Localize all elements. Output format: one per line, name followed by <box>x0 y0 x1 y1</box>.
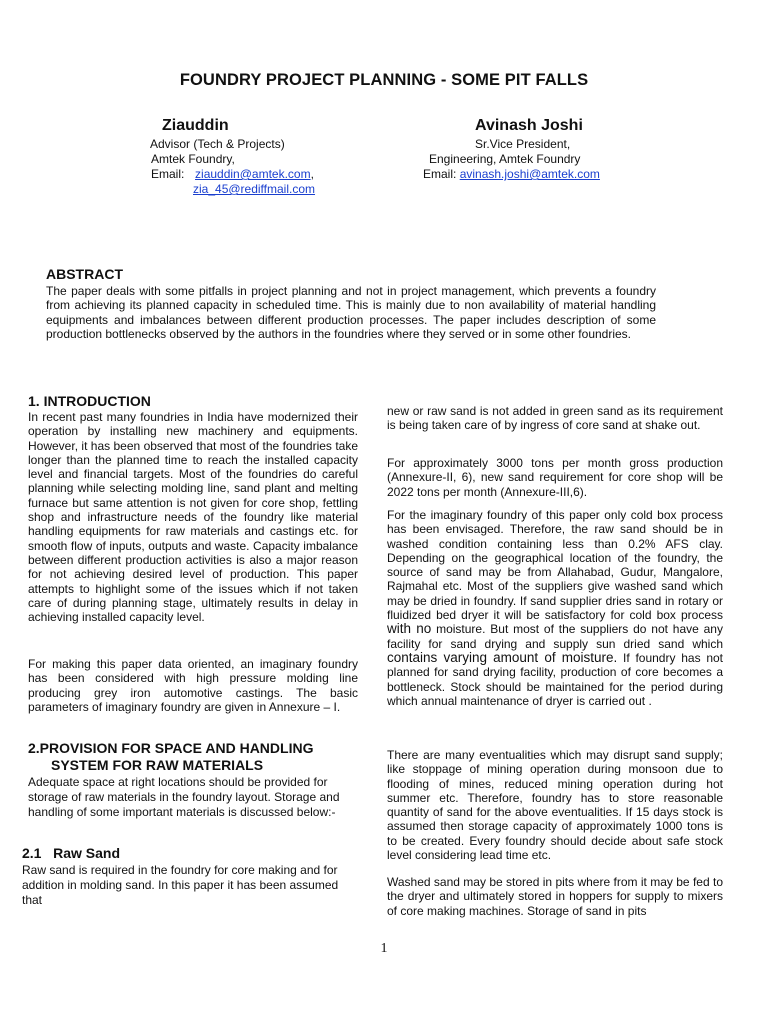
author-1-email2-link[interactable]: zia_45@rediffmail.com <box>193 182 316 196</box>
right-paragraph-5: Washed sand may be stored in pits where from it may be fed to the dryer and ultimately stored in hoppers for supply to mixers of core making machines. Storage of sand in pits <box>387 875 723 918</box>
paper-title: FOUNDRY PROJECT PLANNING - SOME PIT FALLS <box>179 71 589 89</box>
right-paragraph-3-part-e: If foundry has not planned for sand drying facility, production of core becomes a bottleneck. Stock should be maintained for the period during which annual maintenance of dryer is carried out . <box>387 650 724 708</box>
right-paragraph-2: For approximately 3000 tons per month gross production (Annexure-II, 6), new sand requirement for core shop will be 2022 tons per month (Annexure-III,6). <box>387 456 723 499</box>
right-paragraph-3-part-c: moisture. But most of the suppliers do not have any facility for sand drying and supply sun dried sand which <box>387 622 723 651</box>
abstract-text: The paper deals with some pitfalls in project planning and not in project management, which prevents a foundry from achieving its planned capacity in scheduled time. This is mainly due to non availability of material handling equipments and imbalances between different production processes. The paper includes description of some production bottlenecks observed by the authors in the foundries where they served or in some other foundries. <box>46 284 656 341</box>
author-2-role: Sr.Vice President, <box>475 137 571 151</box>
right-paragraph-3 <box>387 508 723 708</box>
author-1-role: Advisor (Tech & Projects) <box>150 137 285 151</box>
right-paragraph-4: There are many eventualities which may disrupt sand supply; like stoppage of mining operation during monsoon due to flooding of mines, reduced mining operation during hot summer etc. Therefore, foundry has to store reasonable quantity of sand for the above eventualities. If 15 days stock is assumed then storage capacity of approximately 1000 tons is to be created. Every foundry should decide about safe stock level considering lead time etc. <box>387 748 723 863</box>
section-2-heading-line-1: 2.PROVISION FOR SPACE AND HANDLING <box>28 740 314 756</box>
section-2-1-paragraph: Raw sand is required in the foundry for core making and for addition in molding sand. In this paper it has been assumed that <box>22 863 339 907</box>
author-2-email-link[interactable]: avinash.joshi@amtek.com <box>459 167 600 181</box>
section-2-paragraph: Adequate space at right locations should be provided for storage of raw materials in the foundry layout. Storage and handling of some important materials is discussed below:- <box>28 775 340 819</box>
section-2-1-heading: 2.1 Raw Sand <box>22 845 121 861</box>
right-paragraph-3-part-b: with no <box>387 621 432 637</box>
author-1-email-label: Email: <box>151 167 185 181</box>
right-paragraph-1: new or raw sand is not added in green sand as its requirement is being taken care of by ingress of core sand at shake out. <box>387 404 723 433</box>
right-paragraph-3-part-a: For the imaginary foundry of this paper only cold box process has been envisaged. Therefore, the raw sand should be in washed condition containing less than 0.2% AFS clay. Depending on the geographical location of the foundry, the source of sand may be from Allahabad, Gudur, Mangalore, Rajmahal etc. Most of the suppliers give washed sand which may be dried in foundry. If sand supplier dries sand in rotary or fluidized bed dryer it will be satisfactory for cold box process <box>387 508 723 623</box>
author-1-email-link[interactable]: ziauddin@amtek.com <box>195 167 311 181</box>
abstract-heading: ABSTRACT <box>46 266 123 282</box>
author-1-email2-line <box>193 182 315 197</box>
author-1-email-line <box>151 167 314 182</box>
author-2-email-label: Email: <box>423 167 457 181</box>
introduction-paragraph-2: For making this paper data oriented, an imaginary foundry has been considered with high pressure molding line producing grey iron automotive castings. The basic parameters of imaginary foundry are given in Annexure – I. <box>28 657 358 714</box>
author-2-email-line <box>423 167 600 182</box>
introduction-heading: 1. INTRODUCTION <box>28 393 151 409</box>
page-number: 1 <box>380 941 388 956</box>
author-1-email-sep: , <box>310 167 314 181</box>
author-2-name: Avinash Joshi <box>475 117 583 134</box>
author-1-org: Amtek Foundry, <box>151 152 235 166</box>
right-paragraph-3-part-d: contains varying amount of moisture. <box>387 649 618 665</box>
author-2-org: Engineering, Amtek Foundry <box>429 152 581 166</box>
introduction-paragraph-1: In recent past many foundries in India have modernized their operation by installing new machinery and equipments. However, it has been observed that most of the foundries take longer than the planned time to reach the installed capacity level and financial targets. Most of the foundries do careful planning while selecting molding line, sand plant and melting furnace but same attention is not given for core shop, fettling shop and infrastructure needs of the foundry like material handling equipments for raw materials and castings etc. for smooth flow of inputs, outputs and waste. Capacity imbalance between different production activities is also a major reason for not achieving desired level of production. This paper attempts to highlight some of the issues which if not taken care of during planning stage, ultimately results in delay in achieving installed capacity level. <box>28 410 358 625</box>
author-1-name: Ziauddin <box>162 117 229 134</box>
section-2-heading-line-2: SYSTEM FOR RAW MATERIALS <box>51 757 264 773</box>
